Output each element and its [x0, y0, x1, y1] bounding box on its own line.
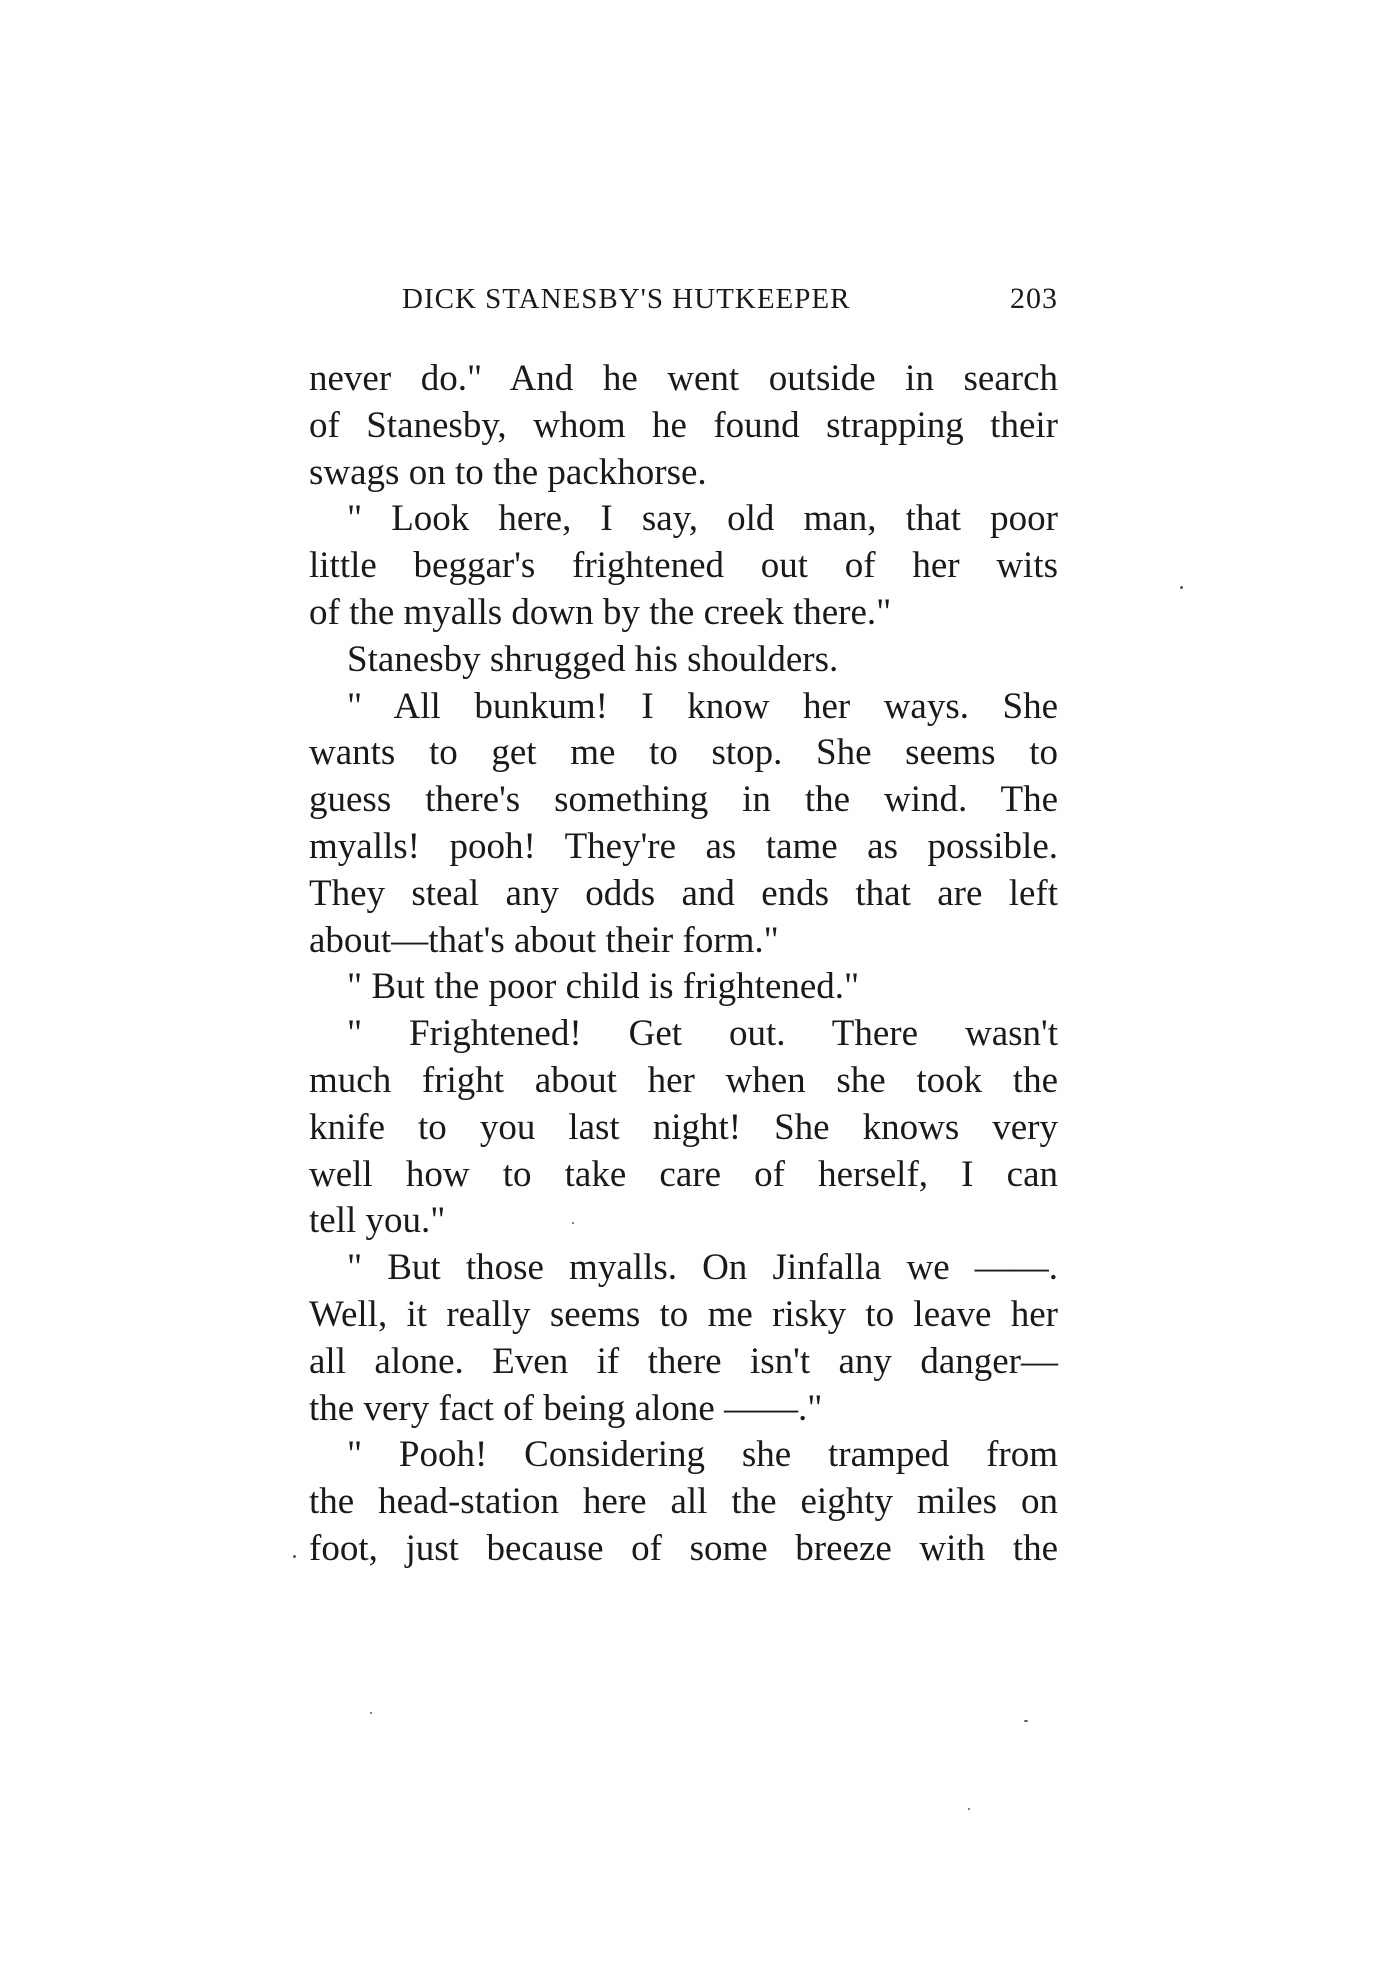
text-line: little beggar's frightened out of her wits	[309, 545, 1058, 587]
text-line: of the myalls down by the creek there."	[309, 591, 892, 633]
text-line: all alone. Even if there isn't any danger—	[309, 1340, 1058, 1382]
text-line: tell you."	[309, 1200, 446, 1242]
text-line: They steal any odds and ends that are left	[309, 872, 1058, 914]
text-line: knife to you last night! She knows very	[309, 1106, 1058, 1148]
text-line: " Look here, I say, old man, that poor	[347, 498, 1058, 540]
text-line: the head-station here all the eighty miles on	[309, 1481, 1058, 1523]
text-line: myalls! pooh! They're as tame as possible.	[309, 825, 1058, 867]
text-line: " All bunkum! I know her ways. She	[347, 685, 1058, 727]
text-line: " Pooh! Considering she tramped from	[347, 1434, 1058, 1476]
text-line: about—that's about their form."	[309, 919, 779, 961]
text-line: of Stanesby, whom he found strapping their	[309, 404, 1058, 446]
body-text	[309, 356, 1058, 1573]
scan-speck	[370, 1712, 372, 1714]
text-line: wants to get me to stop. She seems to	[309, 732, 1058, 774]
text-line: " But the poor child is frightened."	[347, 966, 860, 1008]
scan-speck	[968, 1808, 970, 1810]
text-line: much fright about her when she took the	[309, 1059, 1058, 1101]
running-head	[402, 282, 1058, 326]
text-line: the very fact of being alone ——."	[309, 1387, 823, 1429]
scan-speck	[1024, 1720, 1028, 1722]
text-line: guess there's something in the wind. The	[309, 779, 1058, 821]
scan-speck	[293, 1555, 296, 1558]
text-line: well how to take care of herself, I can	[309, 1153, 1058, 1195]
scan-speck	[572, 1222, 574, 1224]
page-number: 203	[1010, 282, 1058, 315]
text-line: Stanesby shrugged his shoulders.	[347, 638, 839, 680]
scan-speck	[1180, 586, 1183, 589]
text-line: " But those myalls. On Jinfalla we ——.	[347, 1247, 1058, 1289]
chapter-title: DICK STANESBY'S HUTKEEPER	[402, 283, 851, 315]
text-line: never do." And he went outside in search	[309, 358, 1058, 399]
text-line: swags on to the packhorse.	[309, 451, 707, 493]
text-line: Well, it really seems to me risky to leave her	[309, 1293, 1058, 1335]
text-line: " Frightened! Get out. There wasn't	[347, 1013, 1058, 1055]
text-line: foot, just because of some breeze with the	[309, 1527, 1058, 1569]
